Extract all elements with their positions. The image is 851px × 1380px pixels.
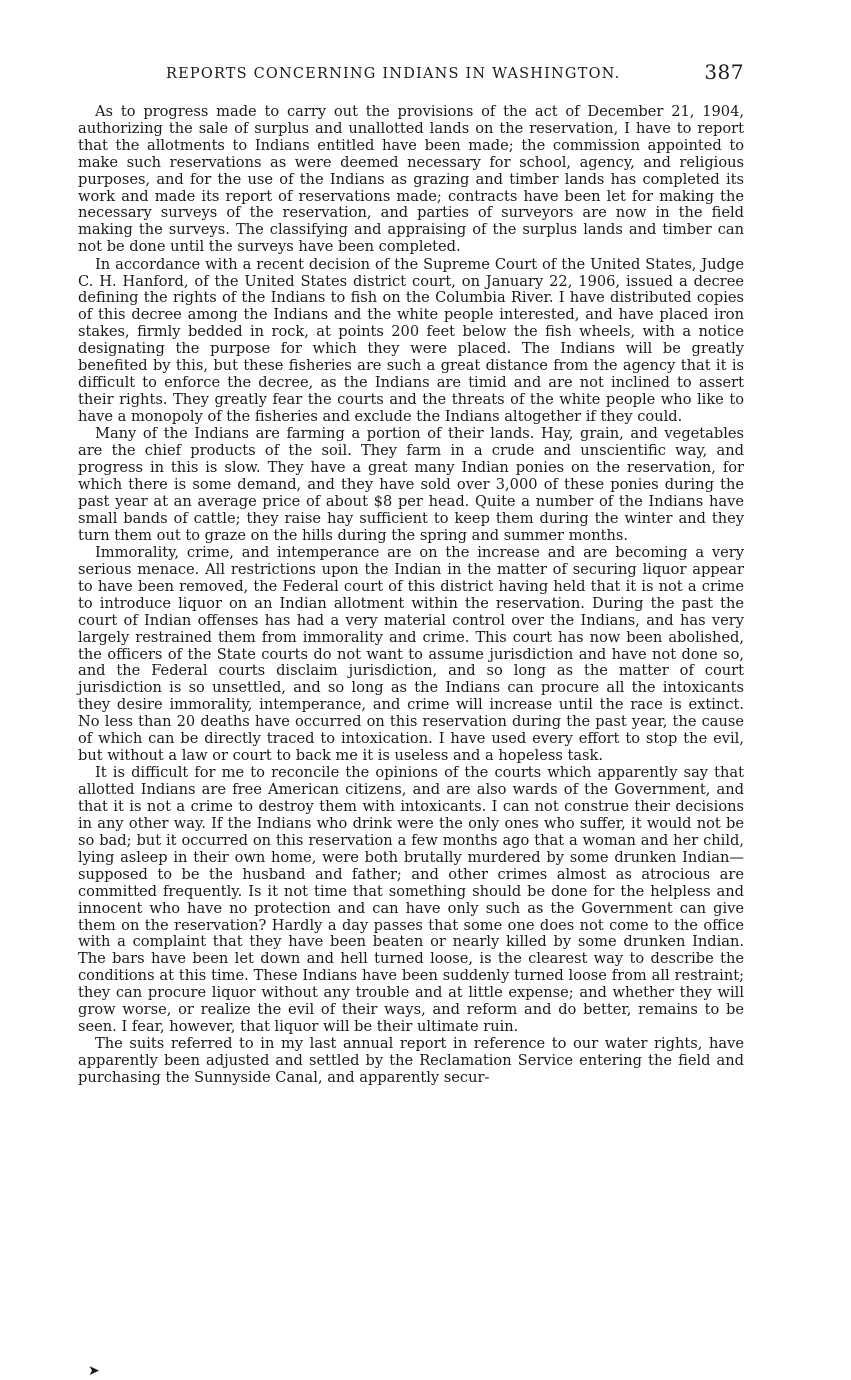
running-head: REPORTS CONCERNING INDIANS IN WASHINGTON. [166,66,621,82]
margin-arrow-icon: ➤ [88,1363,100,1379]
paragraph-intemperance: Immorality, crime, and intemperance are on the increase and are becoming a very serious menace. All restrictions upon the Indian in the matter of securing liquor appear to have been removed, the Federal court of this district having held that it is not a crime to introduce liquor on an Indian allotment within the reservation. During the past the court of Indian offenses has had a very material control over the Indians, and has very largely restrained them from immorality and crime. This court has now been abolished, the officers of the State courts do not want to assume jurisdiction and have not done so, and the Federal courts disclaim jurisdiction, and so long as the matter of court jurisdiction is so unsettled, and so long as the Indians can procure all the intoxicants they desire immorality, intemperance, and crime will increase until the race is extinct. No less than 20 deaths have occurred on this reservation during the past year, the cause of which can be directly traced to intoxication. I have used every effort to stop the evil, but without a law or court to back me it is useless and a hopeless task. [78,544,744,764]
paragraph-fishing-rights: In accordance with a recent decision of the Supreme Court of the United States, Judge C. H. Hanford, of the United States district court, on January 22, 1906, issued a decree defining the rights of the Indians to fish on the Columbia River. I have distributed copies of this decree among the Indians and the white people interested, and have placed iron stakes, firmly bedded in rock, at points 200 feet below the fish wheels, with a notice designating the purpose for which they were placed. The Indians will be greatly benefited by this, but these fisheries are such a great distance from the agency that it is difficult to enforce the decree, as the Indians are timid and are not inclined to assert their rights. They greatly fear the courts and the threats of the white people who like to have a monopoly of the fisheries and exclude the Indians altogether if they could. [78,255,744,425]
paragraph-water-rights: The suits referred to in my last annual report in reference to our water rights, have apparently been adjusted and settled by the Reclamation Service entering the field and purchasing the Sunnyside Canal, and apparently secur- [78,1035,744,1087]
page-header [78,62,744,88]
paragraph-farming: Many of the Indians are farming a portion of their lands. Hay, grain, and vegetables are the chief products of the soil. They farm in a crude and unscientific way, and progress in this is slow. They have a great many Indian ponies on the reservation, for which there is some demand, and they have sold over 3,000 of these ponies during the past year at an average price of about $8 per head. Quite a number of the Indians have small bands of cattle; they raise hay sufficient to keep them during the winter and they turn them out to graze on the hills during the spring and summer months. [78,425,744,544]
page-number: 387 [704,60,744,84]
paragraph-courts-opinion: It is difficult for me to reconcile the opinions of the courts which apparently say that allotted Indians are free American citizens, and are also wards of the Government, and that it is not a crime to destroy them with intoxicants. I can not construe their decisions in any other way. If the Indians who drink were the only ones who suffer, it would not be so bad; but it occurred on this reservation a few months ago that a woman and her child, lying asleep in their own home, were both brutally murdered by some drunken Indian—supposed to be the husband and father; and other crimes almost as atrocious are committed frequently. Is it not time that something should be done for the helpless and innocent who have no protection and can have only such as the Government can give them on the reservation? Hardly a day passes that some one does not come to the office with a complaint that they have been beaten or nearly killed by some drunken Indian. The bars have been let down and hell turned loose, is the clearest way to describe the conditions at this time. These Indians have been suddenly turned loose from all restraint; they can procure liquor without any trouble and at little expense; and whether they will grow worse, or realize the evil of their ways, and reform and do better, remains to be seen. I fear, however, that liquor will be their ultimate ruin. [78,764,744,1035]
paragraph-land-sale: As to progress made to carry out the provisions of the act of December 21, 1904, authorizing the sale of surplus and unallotted lands on the reservation, I have to report that the allotments to Indians entitled have been made; the commission appointed to make such reservations as were deemed necessary for school, agency, and religious purposes, and for the use of the Indians as grazing and timber lands has completed its work and made its report of reservations made; contracts have been let for making the necessary surveys of the reservation, and parties of surveyors are now in the field making the surveys. The classifying and appraising of the surplus lands and timber can not be done until the surveys have been completed. [78,103,744,256]
body-text [78,104,744,1088]
